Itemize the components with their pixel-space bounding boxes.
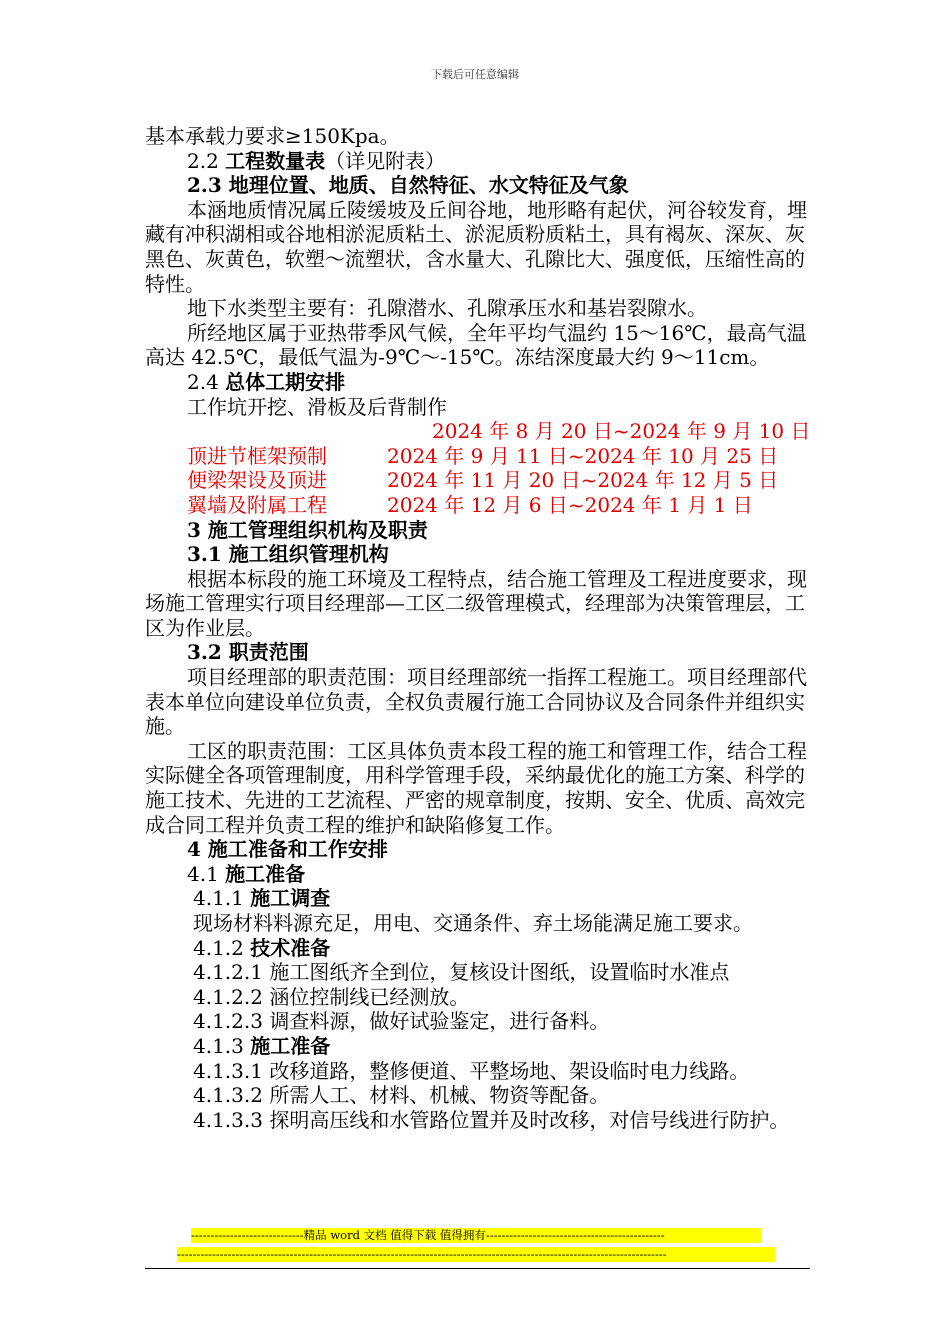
document-body	[145, 124, 810, 1132]
section-title: 施工准备	[250, 1033, 331, 1058]
list-item: 4.1.3.3 探明高压线和水管路位置并及时改移，对信号线进行防护。	[193, 1107, 790, 1132]
schedule-date: 2024 年 12 月 6 日~2024 年 1 月 1 日	[387, 492, 753, 517]
section-4-1	[145, 862, 810, 887]
section-2-3: 2.3 地理位置、地质、自然特征、水文特征及气象	[187, 173, 629, 198]
section-title: 工程数量表	[225, 148, 326, 173]
section-title: 施工调查	[250, 886, 331, 911]
section-4-1-3	[145, 1034, 810, 1059]
footer-rule	[145, 1268, 810, 1269]
paragraph: 基本承载力要求≥150Kpa。	[145, 124, 400, 148]
section-3: 3 施工管理组织机构及职责	[187, 517, 428, 542]
section-2-2	[145, 149, 810, 174]
list-item: 4.1.3.2 所需人工、材料、机械、物资等配备。	[193, 1083, 610, 1108]
paragraph-area-duties: 工区的职责范围：工区具体负责本段工程的施工和管理工作，结合工程实际健全各项管理制度，用科学管理手段，采纳最优化的施工方案、科学的施工技术、先进的工艺流程、严密的规章制度，按期、安全、优质、高效完成合同工程并负责工程的维护和缺陷修复工作。	[145, 738, 807, 837]
schedule-label: 便梁架设及顶进	[187, 468, 327, 493]
section-title: 总体工期安排	[225, 369, 346, 394]
section-4-1-2	[145, 936, 810, 961]
list-item: 4.1.3.1 改移道路，整修便道、平整场地、架设临时电力线路。	[193, 1058, 750, 1083]
page-header: 下载后可任意编辑	[431, 68, 519, 81]
schedule-date: 2024 年 11 月 20 日~2024 年 12 月 5 日	[387, 468, 779, 493]
schedule-label: 顶进节框架预制	[187, 443, 327, 468]
schedule-date: 2024 年 9 月 11 日~2024 年 10 月 25 日	[387, 443, 779, 468]
paragraph-pm-duties: 项目经理部的职责范围：项目经理部统一指挥工程施工。项目经理部代表本单位向建设单位负责，全权负责履行施工合同协议及合同条件并组织实施。	[145, 665, 807, 739]
schedule-row	[145, 444, 810, 469]
section-4-1-1	[145, 886, 810, 911]
section-3-1: 3.1 施工组织管理机构	[187, 542, 389, 567]
footer-dashes: ------------------------------------------------------------------------------------------------------------------------------	[177, 1247, 775, 1262]
section-4: 4 施工准备和工作安排	[187, 837, 388, 862]
list-item: 4.1.2.2 涵位控制线已经测放。	[193, 984, 470, 1009]
section-number: 2.2	[187, 148, 226, 173]
schedule-label-0: 工作坑开挖、滑板及后背制作	[187, 394, 447, 419]
section-number: 4.1.1	[193, 886, 251, 911]
list-item: 4.1.2.3 调查料源，做好试验鉴定，进行备料。	[193, 1009, 610, 1034]
schedule-date-0: 2024 年 8 月 20 日~2024 年 9 月 10 日	[432, 419, 811, 444]
schedule-row	[145, 493, 810, 518]
section-title: 施工准备	[225, 861, 306, 886]
section-number: 4.1.3	[193, 1033, 251, 1058]
section-3-2: 3.2 职责范围	[187, 640, 309, 665]
paragraph-geology: 本涵地质情况属丘陵缓坡及丘间谷地，地形略有起伏，河谷较发育，埋藏有冲积湖相或谷地相淤泥质粘土、淤泥质粉质粘土，具有褐灰、深灰、灰黑色、灰黄色，软塑～流塑状，含水量大、孔隙比大、强度低，压缩性高的特性。	[145, 197, 807, 296]
section-title: 技术准备	[250, 935, 331, 960]
schedule-row	[145, 468, 810, 493]
section-number: 2.4	[187, 369, 226, 394]
footer-banner: -----------------------------精品 word 文档 值得下载 值得拥有----------------------------------------------	[191, 1228, 761, 1243]
list-item: 4.1.2.1 施工图纸齐全到位，复核设计图纸，设置临时水准点	[193, 960, 730, 985]
schedule-label: 翼墙及附属工程	[187, 492, 327, 517]
paragraph-survey: 现场材料料源充足，用电、交通条件、弃土场能满足施工要求。	[193, 911, 753, 935]
section-number: 4.1.2	[193, 935, 251, 960]
page-footer	[145, 1228, 810, 1269]
paragraph-climate: 所经地区属于亚热带季风气候，全年平均气温约 15～16℃，最高气温高达 42.5℃，最低气温为-9℃～-15℃。冻结深度最大约 9～11cm。	[145, 320, 807, 370]
section-note: （详见附表）	[325, 148, 446, 173]
paragraph-org: 根据本标段的施工环境及工程特点，结合施工管理及工程进度要求，现场施工管理实行项目经理部—工区二级管理模式，经理部为决策管理层，工区为作业层。	[145, 566, 807, 640]
paragraph-groundwater: 地下水类型主要有：孔隙潜水、孔隙承压水和基岩裂隙水。	[187, 296, 707, 321]
section-number: 4.1	[187, 861, 226, 886]
section-2-4	[145, 370, 810, 395]
